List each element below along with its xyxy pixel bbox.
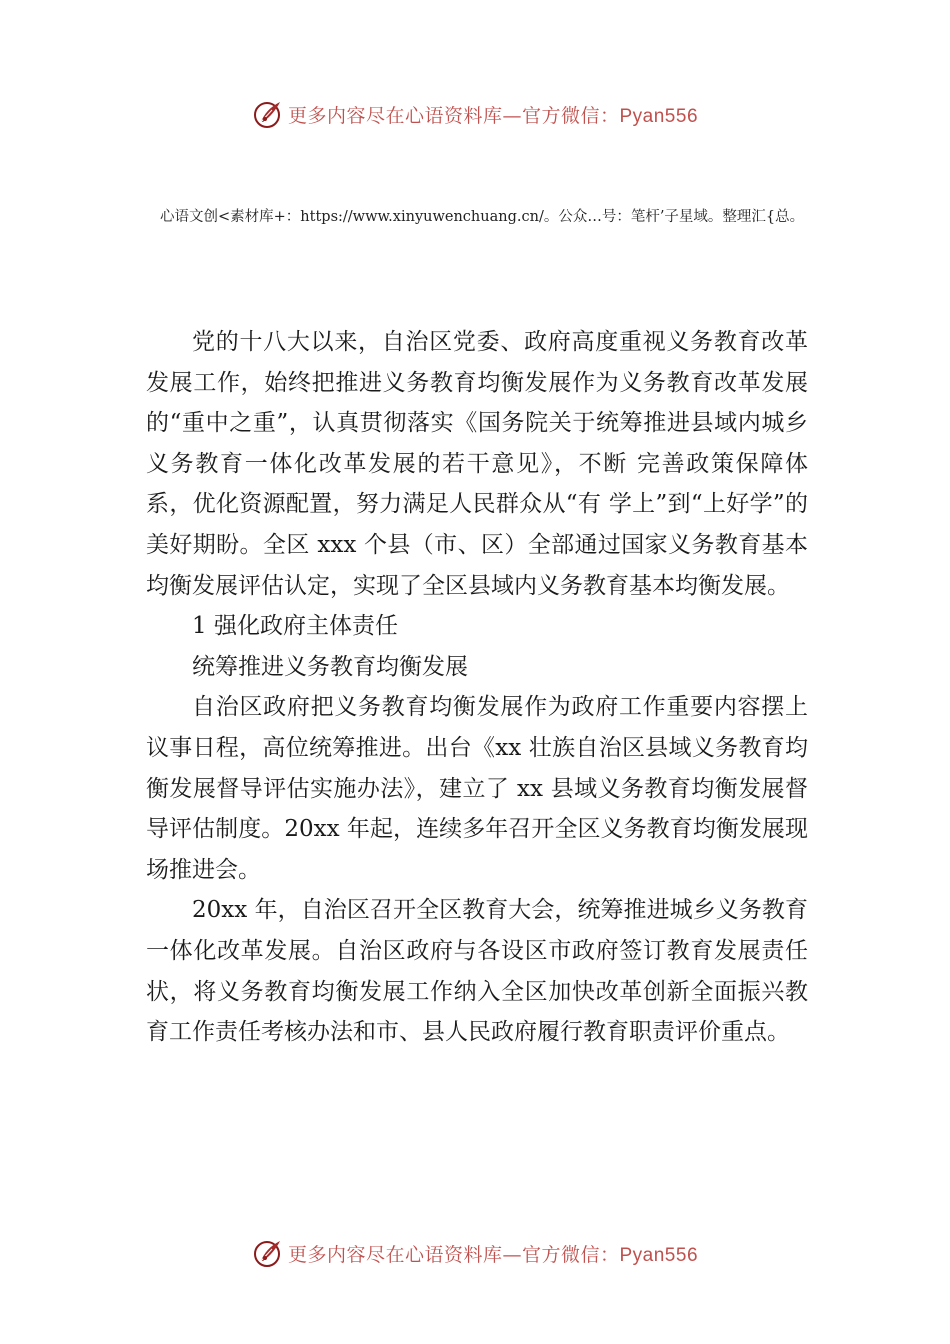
banner-text: [288, 1240, 698, 1267]
footer-banner: [0, 1233, 950, 1273]
source-note: 心语文创<素材库+：https://www.xinyuwenchuang.cn/。公众…号：笔杆’子星域。整理汇{总。: [160, 209, 805, 225]
paragraph: 20xx 年，自治区召开全区教育大会，统筹推进城乡义务教育一体化改革发展。自治区政府与各设区市政府签订教育发展责任状，将义务教育均衡发展工作纳入全区加快改革创新全面振兴教育工作责任考核办法和市、县人民政府履行教育职责评价重点。: [146, 897, 808, 1046]
banner-wechat-id: Pyan556: [619, 105, 699, 127]
paragraph: 自治区政府把义务教育均衡发展作为政府工作重要内容摆上议事日程，高位统筹推进。出台《xx 壮族自治区县域义务教育均衡发展督导评估实施办法》，建立了 xx 县域义务教育均衡发展督导评估制度。20xx 年起，连续多年召开全区义务教育均衡发展现场推进会。: [146, 694, 808, 883]
banner-slogan: 更多内容尽在心语资料库—官方微信：: [287, 104, 620, 127]
section-subheading: 统筹推进义务教育均衡发展: [192, 653, 468, 680]
quill-logo-icon: [252, 98, 284, 130]
quill-logo-icon: [252, 1237, 284, 1269]
section-heading: 1 强化政府主体责任: [192, 613, 398, 640]
header-banner: [0, 94, 950, 134]
banner-slogan: 更多内容尽在心语资料库—官方微信：: [287, 1243, 620, 1266]
banner-text: [288, 101, 698, 128]
document-body: [146, 322, 808, 1053]
banner-wechat-id: Pyan556: [619, 1244, 699, 1266]
paragraph: 党的十八大以来，自治区党委、政府高度重视义务教育改革发展工作，始终把推进义务教育均衡发展作为义务教育改革发展的“重中之重”，认真贯彻落实《国务院关于统筹推进县域内城乡义务教育一体化改革发展的若干意见》，不断 完善政策保障体系，优化资源配置，努力满足人民群众从“有 学上”到“上好学”的美好期盼。全区 xxx 个县（市、区）全部通过国家义务教育基本均衡发展评估认定，实现了全区县域内义务教育基本均衡发展。: [146, 329, 808, 599]
